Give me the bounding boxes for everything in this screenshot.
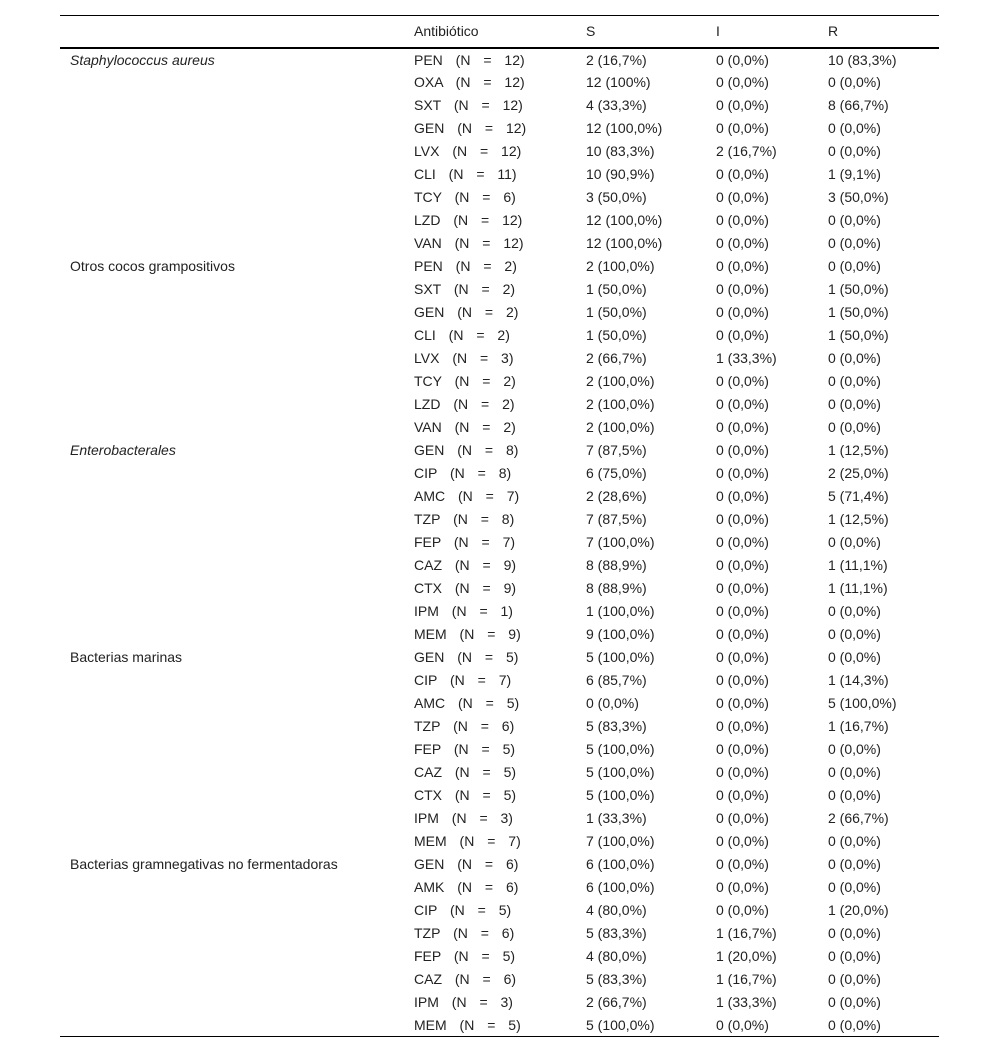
table-row — [60, 784, 939, 807]
antibiotic-cell: TZP (N = 6) — [414, 718, 515, 734]
organism-cell-empty — [60, 807, 414, 830]
table-row — [60, 485, 939, 508]
organism-cell: Staphylococcus aureus — [70, 51, 215, 68]
table-row — [60, 163, 939, 186]
r-cell: 0 (0,0%) — [828, 396, 881, 412]
antibiotic-cell: TZP (N = 6) — [414, 925, 515, 941]
antibiotic-cell: MEM (N = 9) — [414, 626, 521, 642]
table-row — [60, 393, 939, 416]
s-cell: 2 (66,7%) — [586, 994, 647, 1010]
table-row — [60, 186, 939, 209]
s-cell: 12 (100,0%) — [586, 120, 663, 136]
antibiotic-cell: OXA (N = 12) — [414, 74, 525, 90]
r-cell: 0 (0,0%) — [828, 833, 881, 849]
r-cell: 0 (0,0%) — [828, 649, 881, 665]
antibiotic-cell: AMC (N = 7) — [414, 488, 520, 504]
r-cell: 3 (50,0%) — [828, 189, 889, 205]
s-cell: 9 (100,0%) — [586, 626, 655, 642]
antibiotic-cell: PEN (N = 2) — [414, 258, 517, 274]
table-row — [60, 531, 939, 554]
table-row — [60, 554, 939, 577]
r-cell: 0 (0,0%) — [828, 626, 881, 642]
antibiotic-cell: CIP (N = 7) — [414, 672, 512, 688]
organism-cell-empty — [60, 140, 414, 163]
table-row — [60, 370, 939, 393]
organism-cell-empty — [60, 94, 414, 117]
i-cell: 0 (0,0%) — [716, 74, 769, 90]
i-cell: 0 (0,0%) — [716, 120, 769, 136]
i-cell: 1 (33,3%) — [716, 994, 777, 1010]
table-row — [60, 71, 939, 94]
organism-cell-empty — [60, 209, 414, 232]
antibiotic-cell: LZD (N = 12) — [414, 212, 523, 228]
organism-cell-empty — [60, 485, 414, 508]
i-cell: 0 (0,0%) — [716, 511, 769, 527]
i-cell: 0 (0,0%) — [716, 879, 769, 895]
organism-cell-empty — [60, 554, 414, 577]
table-body — [60, 48, 939, 1037]
antibiotic-cell: PEN (N = 12) — [414, 51, 525, 68]
antibiotic-cell: IPM (N = 1) — [414, 603, 513, 619]
r-cell: 1 (50,0%) — [828, 327, 889, 343]
organism-cell: Bacterias marinas — [70, 649, 183, 665]
r-cell: 1 (9,1%) — [828, 166, 881, 182]
s-cell: 4 (33,3%) — [586, 97, 647, 113]
i-cell: 0 (0,0%) — [716, 235, 769, 251]
i-cell: 0 (0,0%) — [716, 258, 769, 274]
antibiotic-cell: CLI (N = 2) — [414, 327, 510, 343]
i-cell: 0 (0,0%) — [716, 603, 769, 619]
table-row — [60, 278, 939, 301]
s-cell: 7 (100,0%) — [586, 534, 655, 550]
antibiotic-cell: GEN (N = 6) — [414, 856, 519, 872]
i-cell: 0 (0,0%) — [716, 465, 769, 481]
i-cell: 0 (0,0%) — [716, 810, 769, 826]
table-row — [60, 439, 939, 462]
r-cell: 0 (0,0%) — [828, 350, 881, 366]
r-cell: 0 (0,0%) — [828, 143, 881, 159]
r-cell: 1 (11,1%) — [828, 580, 888, 596]
s-cell: 8 (88,9%) — [586, 557, 647, 573]
antibiotic-cell: CTX (N = 9) — [414, 580, 517, 596]
antibiotic-cell: LVX (N = 12) — [414, 143, 522, 159]
table-row — [60, 577, 939, 600]
i-cell: 0 (0,0%) — [716, 212, 769, 228]
antibiotic-cell: CAZ (N = 6) — [414, 971, 517, 987]
antibiotic-cell: GEN (N = 2) — [414, 304, 519, 320]
organism-cell-empty — [60, 784, 414, 807]
organism-cell-empty — [60, 71, 414, 94]
antibiotic-cell: GEN (N = 12) — [414, 120, 527, 136]
header-organism — [60, 16, 414, 48]
i-cell: 0 (0,0%) — [716, 580, 769, 596]
i-cell: 0 (0,0%) — [716, 396, 769, 412]
r-cell: 5 (100,0%) — [828, 695, 897, 711]
s-cell: 5 (100,0%) — [586, 787, 655, 803]
table-row — [60, 209, 939, 232]
i-cell: 1 (20,0%) — [716, 948, 777, 964]
table-row — [60, 669, 939, 692]
i-cell: 0 (0,0%) — [716, 1016, 769, 1033]
antibiotic-cell: GEN (N = 8) — [414, 442, 519, 458]
organism-cell-empty — [60, 301, 414, 324]
s-cell: 4 (80,0%) — [586, 948, 647, 964]
organism-cell-empty — [60, 462, 414, 485]
r-cell: 0 (0,0%) — [828, 1016, 881, 1033]
organism-cell-empty — [60, 761, 414, 784]
organism-cell: Otros cocos grampositivos — [70, 258, 235, 274]
table-row — [60, 761, 939, 784]
antibiotic-cell: SXT (N = 2) — [414, 281, 516, 297]
i-cell: 0 (0,0%) — [716, 534, 769, 550]
table-row — [60, 301, 939, 324]
organism-cell: Enterobacterales — [70, 442, 176, 458]
organism-cell-empty — [60, 508, 414, 531]
antibiotic-cell: TZP (N = 8) — [414, 511, 515, 527]
s-cell: 7 (100,0%) — [586, 833, 655, 849]
antibiotic-cell: TCY (N = 6) — [414, 189, 516, 205]
table-row — [60, 255, 939, 278]
organism-cell-empty — [60, 899, 414, 922]
organism-cell-empty — [60, 1014, 414, 1037]
table-row — [60, 853, 939, 876]
r-cell: 0 (0,0%) — [828, 373, 881, 389]
organism-cell-empty — [60, 577, 414, 600]
organism-cell-empty — [60, 715, 414, 738]
r-cell: 1 (50,0%) — [828, 304, 889, 320]
s-cell: 2 (28,6%) — [586, 488, 647, 504]
antibiotic-cell: CAZ (N = 5) — [414, 764, 517, 780]
i-cell: 0 (0,0%) — [716, 557, 769, 573]
table-row — [60, 830, 939, 853]
table-row — [60, 991, 939, 1014]
s-cell: 10 (83,3%) — [586, 143, 655, 159]
table-row — [60, 140, 939, 163]
s-cell: 2 (100,0%) — [586, 396, 655, 412]
table-header-row — [60, 16, 939, 48]
organism-cell-empty — [60, 416, 414, 439]
s-cell: 7 (87,5%) — [586, 511, 647, 527]
organism-cell-empty — [60, 830, 414, 853]
organism-cell-empty — [60, 738, 414, 761]
i-cell: 0 (0,0%) — [716, 764, 769, 780]
organism-cell-empty — [60, 393, 414, 416]
table-row — [60, 117, 939, 140]
s-cell: 5 (83,3%) — [586, 971, 647, 987]
r-cell: 1 (20,0%) — [828, 902, 889, 918]
s-cell: 5 (100,0%) — [586, 741, 655, 757]
antibiotic-cell: MEM (N = 5) — [414, 1016, 521, 1033]
r-cell: 0 (0,0%) — [828, 948, 881, 964]
susceptibility-table — [60, 15, 939, 1037]
i-cell: 0 (0,0%) — [716, 166, 769, 182]
r-cell: 1 (50,0%) — [828, 281, 889, 297]
organism-cell-empty — [60, 370, 414, 393]
table-row — [60, 324, 939, 347]
i-cell: 0 (0,0%) — [716, 327, 769, 343]
i-cell: 1 (16,7%) — [716, 925, 777, 941]
i-cell: 0 (0,0%) — [716, 672, 769, 688]
r-cell: 0 (0,0%) — [828, 879, 881, 895]
r-cell: 0 (0,0%) — [828, 971, 881, 987]
i-cell: 0 (0,0%) — [716, 626, 769, 642]
s-cell: 5 (83,3%) — [586, 925, 647, 941]
header-r: R — [828, 23, 839, 40]
s-cell: 12 (100%) — [586, 74, 651, 90]
antibiotic-cell: IPM (N = 3) — [414, 994, 513, 1010]
antibiotic-cell: CIP (N = 5) — [414, 902, 512, 918]
organism-cell-empty — [60, 232, 414, 255]
i-cell: 0 (0,0%) — [716, 488, 769, 504]
r-cell: 5 (71,4%) — [828, 488, 889, 504]
antibiotic-cell: VAN (N = 12) — [414, 235, 524, 251]
r-cell: 0 (0,0%) — [828, 534, 881, 550]
r-cell: 0 (0,0%) — [828, 741, 881, 757]
s-cell: 2 (100,0%) — [586, 373, 655, 389]
organism-cell-empty — [60, 347, 414, 370]
header-i: I — [716, 23, 720, 40]
table-row — [60, 715, 939, 738]
organism-cell-empty — [60, 669, 414, 692]
s-cell: 12 (100,0%) — [586, 235, 663, 251]
r-cell: 0 (0,0%) — [828, 120, 881, 136]
s-cell: 1 (50,0%) — [586, 281, 647, 297]
antibiotic-cell: FEP (N = 5) — [414, 741, 516, 757]
i-cell: 0 (0,0%) — [716, 741, 769, 757]
i-cell: 0 (0,0%) — [716, 902, 769, 918]
organism-cell-empty — [60, 117, 414, 140]
antibiotic-cell: CTX (N = 5) — [414, 787, 517, 803]
s-cell: 6 (100,0%) — [586, 856, 655, 872]
organism-cell-empty — [60, 945, 414, 968]
s-cell: 1 (50,0%) — [586, 327, 647, 343]
r-cell: 0 (0,0%) — [828, 258, 881, 274]
antibiotic-cell: AMC (N = 5) — [414, 695, 520, 711]
organism-cell-empty — [60, 876, 414, 899]
organism-cell-empty — [60, 600, 414, 623]
table-row — [60, 462, 939, 485]
antibiotic-cell: LZD (N = 2) — [414, 396, 515, 412]
r-cell: 0 (0,0%) — [828, 419, 881, 435]
r-cell: 8 (66,7%) — [828, 97, 889, 113]
i-cell: 0 (0,0%) — [716, 304, 769, 320]
organism-cell-empty — [60, 163, 414, 186]
antibiotic-cell: SXT (N = 12) — [414, 97, 523, 113]
table-row — [60, 416, 939, 439]
s-cell: 12 (100,0%) — [586, 212, 663, 228]
antibiotic-cell: IPM (N = 3) — [414, 810, 513, 826]
r-cell: 0 (0,0%) — [828, 603, 881, 619]
s-cell: 7 (87,5%) — [586, 442, 647, 458]
s-cell: 2 (66,7%) — [586, 350, 647, 366]
organism-cell-empty — [60, 968, 414, 991]
table-row — [60, 876, 939, 899]
table-row — [60, 508, 939, 531]
table-row — [60, 899, 939, 922]
r-cell: 1 (16,7%) — [828, 718, 889, 734]
organism-cell-empty — [60, 278, 414, 301]
antibiotic-cell: CAZ (N = 9) — [414, 557, 517, 573]
i-cell: 0 (0,0%) — [716, 281, 769, 297]
r-cell: 1 (12,5%) — [828, 511, 889, 527]
organism-cell-empty — [60, 991, 414, 1014]
s-cell: 1 (33,3%) — [586, 810, 647, 826]
i-cell: 1 (33,3%) — [716, 350, 777, 366]
s-cell: 6 (85,7%) — [586, 672, 647, 688]
r-cell: 0 (0,0%) — [828, 925, 881, 941]
organism-cell: Bacterias gramnegativas no fermentadoras — [70, 856, 338, 872]
organism-cell-empty — [60, 186, 414, 209]
s-cell: 10 (90,9%) — [586, 166, 655, 182]
antibiotic-cell: GEN (N = 5) — [414, 649, 519, 665]
i-cell: 0 (0,0%) — [716, 833, 769, 849]
organism-cell-empty — [60, 324, 414, 347]
r-cell: 0 (0,0%) — [828, 764, 881, 780]
table-row — [60, 94, 939, 117]
table-row — [60, 1014, 939, 1037]
i-cell: 0 (0,0%) — [716, 649, 769, 665]
r-cell: 10 (83,3%) — [828, 51, 897, 68]
i-cell: 0 (0,0%) — [716, 97, 769, 113]
r-cell: 0 (0,0%) — [828, 212, 881, 228]
table-row — [60, 807, 939, 830]
table-row — [60, 347, 939, 370]
s-cell: 0 (0,0%) — [586, 695, 639, 711]
r-cell: 1 (11,1%) — [828, 557, 888, 573]
s-cell: 5 (100,0%) — [586, 764, 655, 780]
i-cell: 0 (0,0%) — [716, 189, 769, 205]
r-cell: 0 (0,0%) — [828, 787, 881, 803]
table-row — [60, 600, 939, 623]
r-cell: 2 (25,0%) — [828, 465, 889, 481]
header-antibiotic: Antibiótico — [414, 23, 479, 40]
r-cell: 1 (14,3%) — [828, 672, 889, 688]
s-cell: 3 (50,0%) — [586, 189, 647, 205]
s-cell: 6 (100,0%) — [586, 879, 655, 895]
table-row — [60, 48, 939, 71]
i-cell: 0 (0,0%) — [716, 51, 769, 68]
r-cell: 0 (0,0%) — [828, 235, 881, 251]
antibiotic-cell: CLI (N = 11) — [414, 166, 517, 182]
i-cell: 0 (0,0%) — [716, 718, 769, 734]
antibiotic-cell: VAN (N = 2) — [414, 419, 516, 435]
antibiotic-cell: AMK (N = 6) — [414, 879, 519, 895]
s-cell: 8 (88,9%) — [586, 580, 647, 596]
s-cell: 5 (100,0%) — [586, 1016, 655, 1033]
table-row — [60, 623, 939, 646]
antibiotic-cell: LVX (N = 3) — [414, 350, 514, 366]
antibiotic-cell: FEP (N = 5) — [414, 948, 516, 964]
i-cell: 0 (0,0%) — [716, 419, 769, 435]
r-cell: 0 (0,0%) — [828, 74, 881, 90]
antibiotic-cell: TCY (N = 2) — [414, 373, 516, 389]
table-row — [60, 922, 939, 945]
s-cell: 1 (100,0%) — [586, 603, 655, 619]
i-cell: 0 (0,0%) — [716, 856, 769, 872]
i-cell: 2 (16,7%) — [716, 143, 777, 159]
i-cell: 0 (0,0%) — [716, 695, 769, 711]
s-cell: 6 (75,0%) — [586, 465, 647, 481]
i-cell: 0 (0,0%) — [716, 787, 769, 803]
antibiotic-cell: FEP (N = 7) — [414, 534, 516, 550]
table-row — [60, 945, 939, 968]
organism-cell-empty — [60, 623, 414, 646]
antibiotic-cell: CIP (N = 8) — [414, 465, 512, 481]
s-cell: 5 (100,0%) — [586, 649, 655, 665]
table-row — [60, 646, 939, 669]
i-cell: 1 (16,7%) — [716, 971, 777, 987]
organism-cell-empty — [60, 531, 414, 554]
r-cell: 0 (0,0%) — [828, 994, 881, 1010]
s-cell: 4 (80,0%) — [586, 902, 647, 918]
r-cell: 0 (0,0%) — [828, 856, 881, 872]
table-row — [60, 968, 939, 991]
r-cell: 2 (66,7%) — [828, 810, 889, 826]
antibiotic-cell: MEM (N = 7) — [414, 833, 521, 849]
header-s: S — [586, 23, 596, 40]
table-row — [60, 692, 939, 715]
s-cell: 2 (16,7%) — [586, 51, 647, 68]
table-row — [60, 738, 939, 761]
organism-cell-empty — [60, 692, 414, 715]
r-cell: 1 (12,5%) — [828, 442, 889, 458]
s-cell: 2 (100,0%) — [586, 419, 655, 435]
s-cell: 5 (83,3%) — [586, 718, 647, 734]
i-cell: 0 (0,0%) — [716, 373, 769, 389]
s-cell: 2 (100,0%) — [586, 258, 655, 274]
table-row — [60, 232, 939, 255]
organism-cell-empty — [60, 922, 414, 945]
s-cell: 1 (50,0%) — [586, 304, 647, 320]
i-cell: 0 (0,0%) — [716, 442, 769, 458]
